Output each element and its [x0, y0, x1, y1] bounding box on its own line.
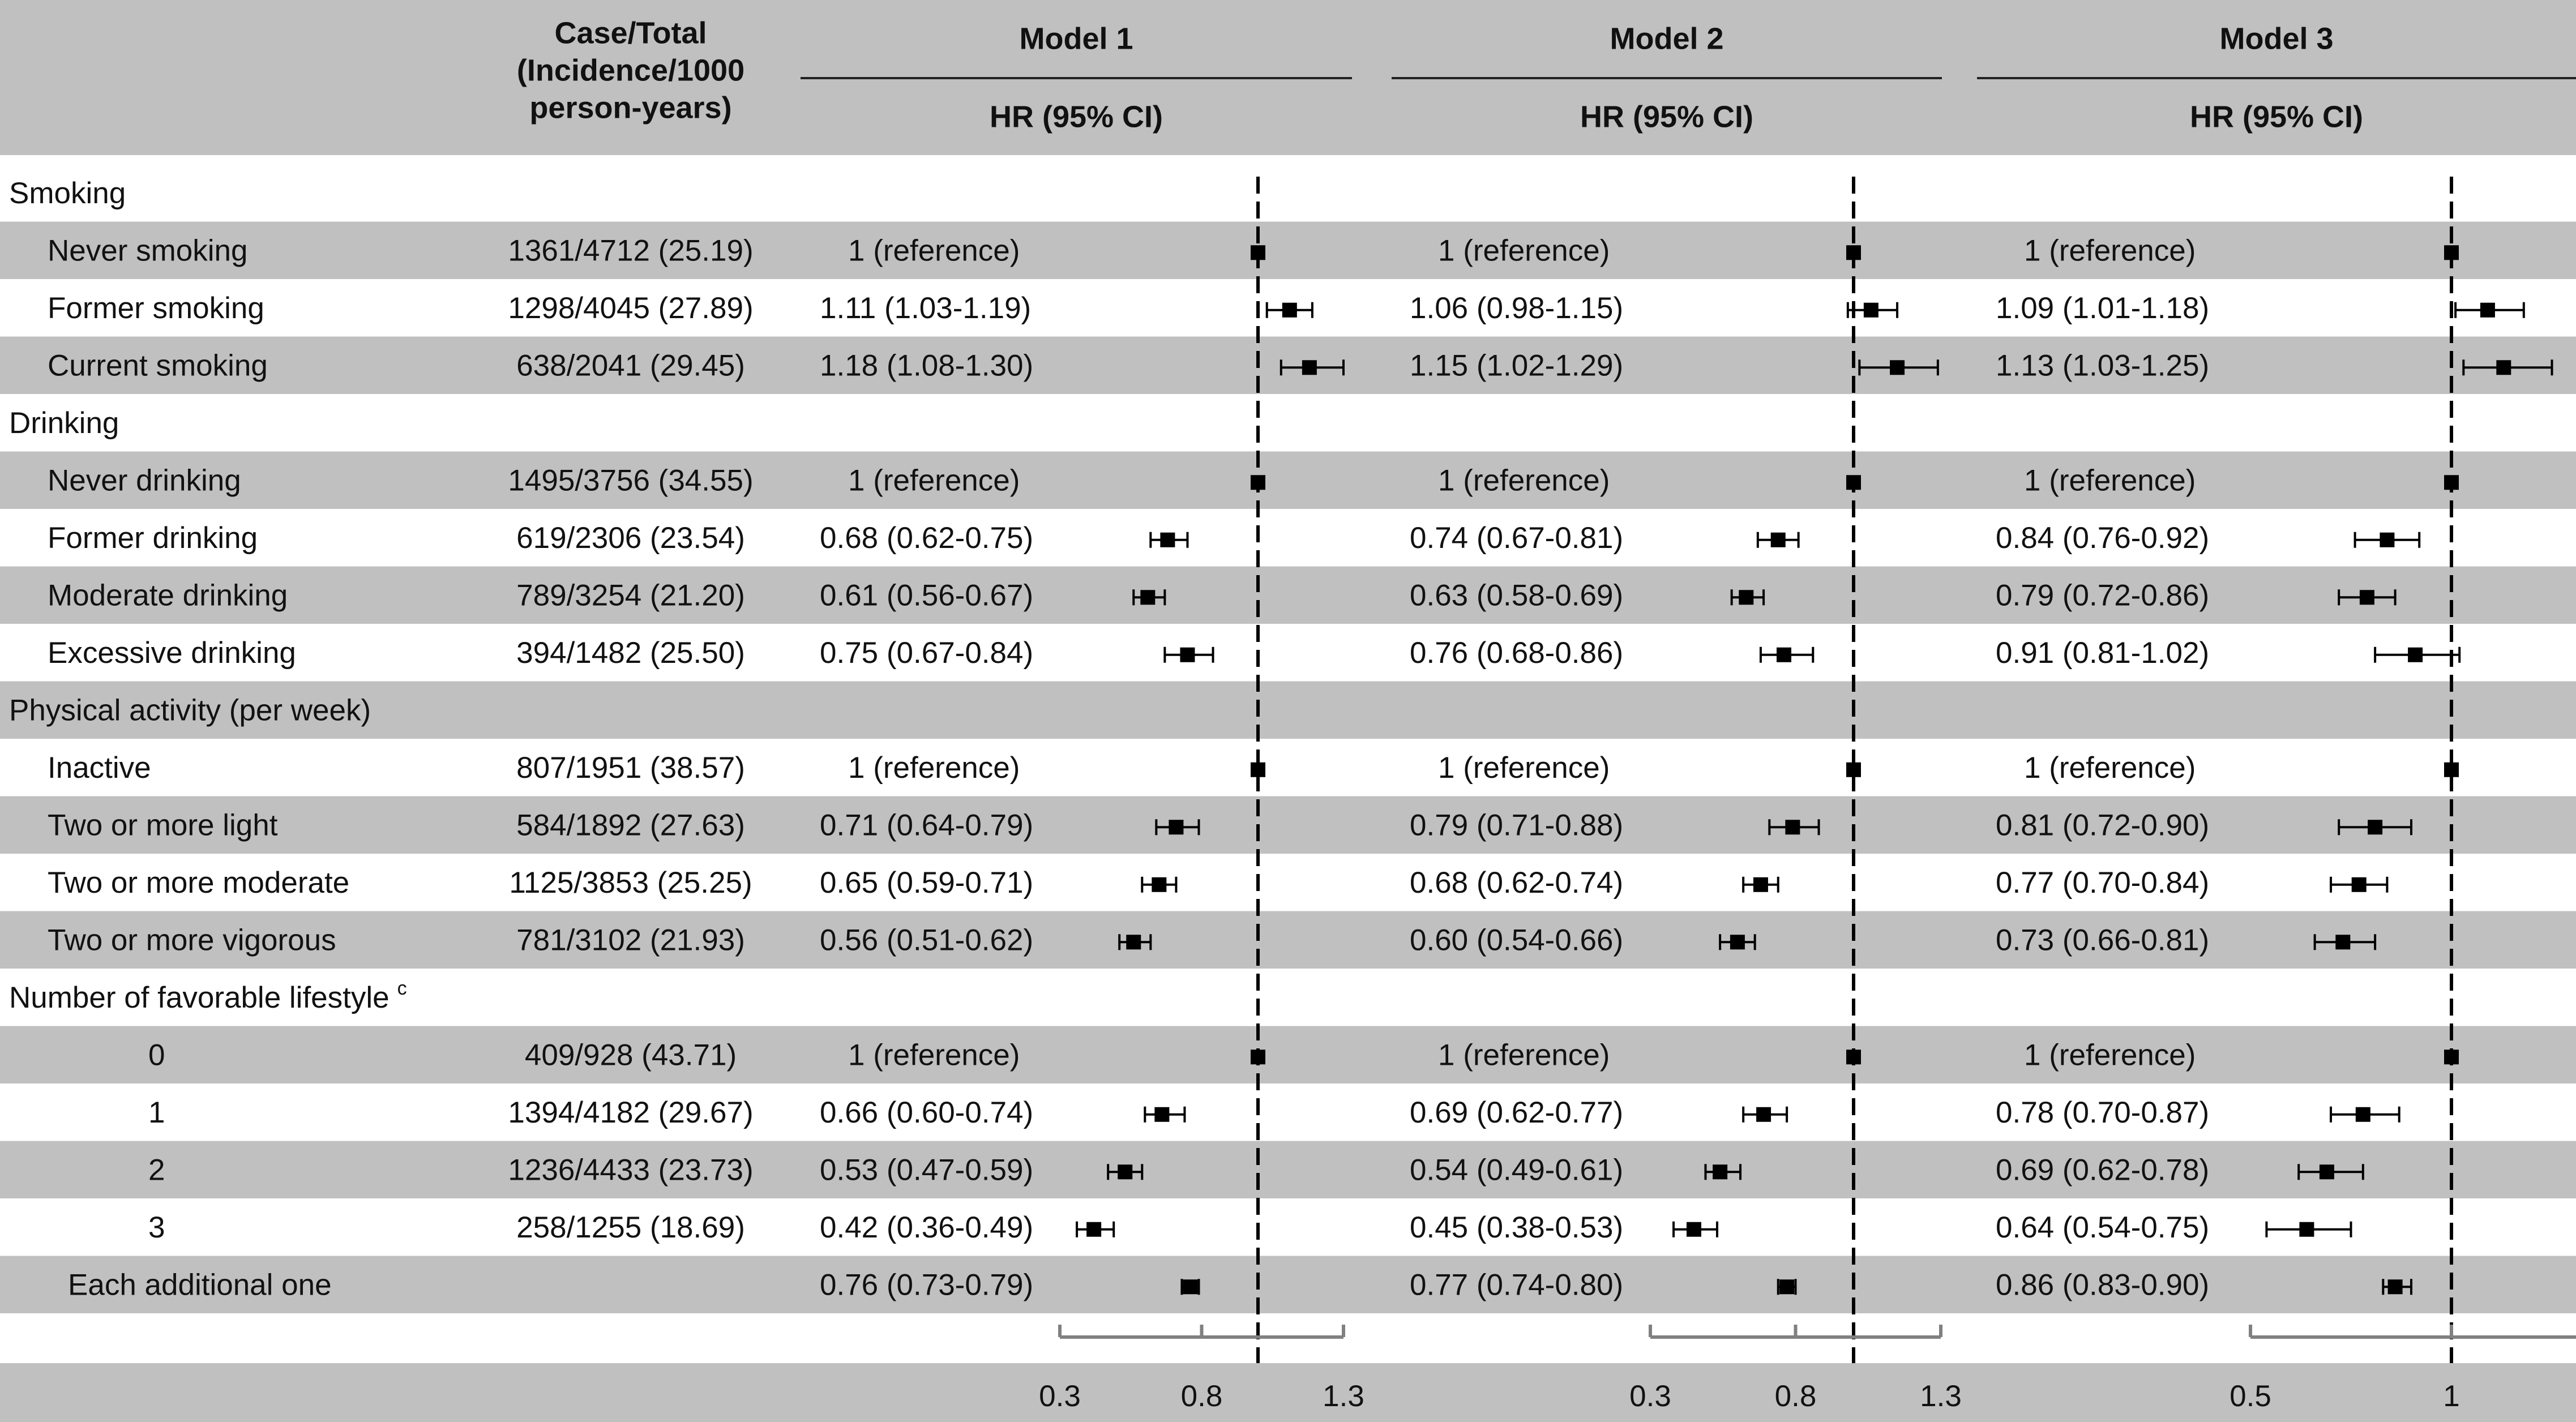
hr-point: [2480, 303, 2495, 318]
hr-point: [2356, 1107, 2370, 1122]
hr-ci-text: 0.45 (0.38-0.53): [1410, 1210, 1624, 1244]
hr-point: [2320, 1164, 2334, 1179]
hr-point: [1126, 935, 1141, 949]
x-axis-tick-label: 0.8: [1774, 1380, 1817, 1413]
hr-point: [1756, 1107, 1771, 1122]
hr-ci-text: 1.06 (0.98-1.15): [1410, 291, 1624, 325]
hr-ci-text: 0.79 (0.72-0.86): [1996, 579, 2210, 613]
hr-ci-text: 1 (reference): [848, 1038, 1020, 1072]
hr-ci-text: 1.18 (1.08-1.30): [820, 349, 1034, 383]
row-label: Two or more vigorous: [48, 923, 336, 957]
hr-point: [1180, 648, 1195, 662]
hr-point: [1687, 1222, 1701, 1237]
row-label: Former drinking: [48, 521, 258, 555]
header-case-total-line: (Incidence/1000: [516, 53, 745, 88]
model-title: Model 3: [2219, 22, 2334, 56]
row-label: Current smoking: [48, 349, 268, 383]
case-total-value: 258/1255 (18.69): [516, 1210, 745, 1244]
case-total-value: 619/2306 (23.54): [516, 521, 745, 555]
x-axis-tick-label: 0.3: [1039, 1380, 1081, 1413]
section-label-superscript: c: [397, 977, 407, 999]
hr-point: [1152, 877, 1166, 892]
hr-ci-text: 1 (reference): [1438, 1038, 1610, 1072]
hr-ci-text: 1.15 (1.02-1.29): [1410, 349, 1624, 383]
section-label: Smoking: [9, 176, 126, 210]
hr-point: [1086, 1222, 1101, 1237]
hr-point: [1890, 360, 1905, 375]
case-total-value: 1495/3756 (34.55): [508, 464, 754, 498]
hr-ci-text: 1 (reference): [2024, 751, 2196, 785]
hr-point: [1183, 1279, 1197, 1294]
hr-ci-text: 0.74 (0.67-0.81): [1410, 521, 1624, 555]
hr-point: [1777, 648, 1791, 662]
hr-ci-text: 0.54 (0.49-0.61): [1410, 1153, 1624, 1187]
hr-point: [2368, 820, 2382, 834]
row-label: 0: [148, 1038, 165, 1072]
row-label: Never drinking: [48, 464, 241, 498]
hr-point: [2408, 648, 2423, 662]
hr-point: [1779, 1279, 1794, 1294]
hr-ci-text: 0.66 (0.60-0.74): [820, 1095, 1034, 1129]
row-label: Each additional one: [68, 1268, 332, 1302]
case-total-value: 638/2041 (29.45): [516, 349, 745, 383]
hr-ci-text: 0.86 (0.83-0.90): [1996, 1268, 2210, 1302]
hr-point: [1140, 590, 1155, 605]
row-band: [0, 682, 2576, 739]
hr-point: [1730, 935, 1745, 949]
hr-ci-text: 0.77 (0.70-0.84): [1996, 866, 2210, 900]
hr-point: [2360, 590, 2374, 605]
case-total-value: 1298/4045 (27.89): [508, 291, 754, 325]
hr-ci-text: 0.79 (0.71-0.88): [1410, 808, 1624, 842]
case-total-value: 1236/4433 (23.73): [508, 1153, 754, 1187]
hr-point: [1753, 877, 1768, 892]
hr-ci-text: 0.73 (0.66-0.81): [1996, 923, 2210, 957]
hr-point: [1118, 1164, 1132, 1179]
hr-ci-text: 0.42 (0.36-0.49): [820, 1210, 1034, 1244]
hr-point: [2380, 533, 2394, 547]
hr-ci-text: 0.56 (0.51-0.62): [820, 923, 1034, 957]
section-label: Drinking: [9, 406, 119, 440]
x-axis-tick-label: 1: [2443, 1380, 2460, 1413]
hr-ci-text: 1.11 (1.03-1.19): [820, 291, 1032, 325]
hr-point: [1282, 303, 1297, 318]
hr-ci-text: 0.68 (0.62-0.75): [820, 521, 1034, 555]
hr-point: [1302, 360, 1317, 375]
hr-point: [1713, 1164, 1727, 1179]
hr-point: [1154, 1107, 1169, 1122]
row-label: Moderate drinking: [48, 579, 288, 613]
header-case-total-line: Case/Total: [554, 16, 707, 50]
hr-ci-text: 0.69 (0.62-0.78): [1996, 1153, 2210, 1187]
case-total-value: 584/1892 (27.63): [516, 808, 745, 842]
case-total-value: 409/928 (43.71): [524, 1038, 737, 1072]
hr-ci-text: 0.76 (0.68-0.86): [1410, 636, 1624, 670]
x-axis-tick-label: 1.3: [1323, 1380, 1364, 1413]
x-axis-tick-label: 0.3: [1629, 1380, 1671, 1413]
hr-point: [2299, 1222, 2314, 1237]
hr-ci-text: 0.76 (0.73-0.79): [820, 1268, 1034, 1302]
hr-ci-text: 1 (reference): [1438, 751, 1610, 785]
hr-point: [1169, 820, 1183, 834]
hr-ci-text: 1 (reference): [2024, 1038, 2196, 1072]
model-title: Model 1: [1019, 22, 1133, 56]
x-axis-tick-label: 0.5: [2230, 1380, 2271, 1413]
hr-ci-text: 0.64 (0.54-0.75): [1996, 1210, 2210, 1244]
hr-ci-text: 1 (reference): [848, 464, 1020, 498]
case-total-value: 394/1482 (25.50): [516, 636, 745, 670]
hr-ci-text: 0.75 (0.67-0.84): [820, 636, 1034, 670]
section-label: Physical activity (per week): [9, 693, 371, 727]
case-total-value: 1361/4712 (25.19): [508, 234, 754, 268]
row-label: Former smoking: [48, 291, 264, 325]
hr-ci-text: 0.84 (0.76-0.92): [1996, 521, 2210, 555]
hr-point: [1739, 590, 1753, 605]
model-title: Model 2: [1610, 22, 1724, 56]
case-total-value: 807/1951 (38.57): [516, 751, 745, 785]
row-label: Inactive: [48, 751, 151, 785]
hr-ci-text: 1 (reference): [848, 234, 1020, 268]
case-total-value: 1125/3853 (25.25): [509, 866, 752, 900]
hr-ci-text: 0.53 (0.47-0.59): [820, 1153, 1034, 1187]
hr-ci-text: 1 (reference): [1438, 464, 1610, 498]
hr-point: [1864, 303, 1878, 318]
hr-ci-text: 1.13 (1.03-1.25): [1996, 349, 2210, 383]
hr-ci-text: 1 (reference): [2024, 234, 2196, 268]
hr-ci-text: 0.71 (0.64-0.79): [820, 808, 1034, 842]
row-label: 1: [148, 1095, 165, 1129]
hr-ci-text: 0.63 (0.58-0.69): [1410, 579, 1624, 613]
hr-ci-text: 0.78 (0.70-0.87): [1996, 1095, 2210, 1129]
hr-ci-text: 1 (reference): [848, 751, 1020, 785]
hr-point: [1785, 820, 1800, 834]
hr-ci-text: 0.65 (0.59-0.71): [820, 866, 1034, 900]
hr-point: [1771, 533, 1786, 547]
section-label: Number of favorable lifestyle $^c$: [9, 977, 407, 1014]
row-label: Two or more moderate: [48, 866, 350, 900]
hr-ci-text: 1.09 (1.01-1.18): [1996, 291, 2210, 325]
hr-point: [2388, 1279, 2403, 1294]
hr-ci-text: 0.77 (0.74-0.80): [1410, 1268, 1624, 1302]
x-axis-tick-label: 1.3: [1920, 1380, 1962, 1413]
hr-ci-text: 0.91 (0.81-1.02): [1996, 636, 2210, 670]
row-label: Never smoking: [48, 234, 248, 268]
row-label: 3: [148, 1210, 165, 1244]
row-label: 2: [148, 1153, 165, 1187]
case-total-value: 781/3102 (21.93): [516, 923, 745, 957]
hr-ci-text: 0.60 (0.54-0.66): [1410, 923, 1624, 957]
hr-ci-text: 0.68 (0.62-0.74): [1410, 866, 1624, 900]
row-label: Excessive drinking: [48, 636, 296, 670]
hr-ci-text: 1 (reference): [2024, 464, 2196, 498]
case-total-value: 789/3254 (21.20): [516, 579, 745, 613]
hr-ci-label: HR (95% CI): [2189, 100, 2364, 134]
row-label: Two or more light: [48, 808, 278, 842]
hr-ci-label: HR (95% CI): [1580, 100, 1754, 134]
hr-point: [1160, 533, 1175, 547]
hr-point: [2335, 935, 2350, 949]
hr-point: [2496, 360, 2511, 375]
hr-ci-text: 0.81 (0.72-0.90): [1996, 808, 2210, 842]
hr-ci-text: 0.61 (0.56-0.67): [820, 579, 1034, 613]
case-total-value: 1394/4182 (29.67): [508, 1095, 754, 1129]
header-case-total-line: person-years): [529, 91, 732, 125]
x-axis-tick-label: 0.8: [1180, 1380, 1223, 1413]
hr-ci-text: 1 (reference): [1438, 234, 1610, 268]
hr-ci-label: HR (95% CI): [989, 100, 1163, 134]
hr-point: [2352, 877, 2367, 892]
axis-band: [0, 1363, 2576, 1422]
hr-ci-text: 0.69 (0.62-0.77): [1410, 1095, 1624, 1129]
